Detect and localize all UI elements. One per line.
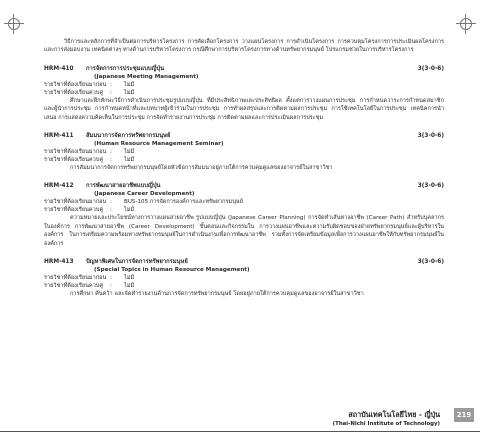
course-title-th: การจัดการการประชุมแบบญี่ปุ่น bbox=[86, 65, 165, 72]
course-code: HRM-411 bbox=[44, 133, 74, 140]
colon: : bbox=[110, 81, 112, 88]
course-credits: 3(3-0-6) bbox=[417, 65, 444, 72]
prerequisite-label: รายวิชาที่ต้องเรียนมาก่อน bbox=[44, 149, 107, 156]
prerequisite-value: BUS-105 การจัดการองค์การและทรัพยากรมนุษย์ bbox=[124, 199, 243, 206]
course-block bbox=[44, 182, 444, 248]
corequisite-label: รายวิชาที่ต้องเรียนควบคู่ bbox=[44, 283, 104, 290]
course-title-th: การพัฒนาสายอาชีพแบบญี่ปุ่น bbox=[86, 183, 161, 190]
course-title-th: ปัญหาพิเศษในการจัดการทรัพยากรมนุษย์ bbox=[86, 259, 188, 266]
corequisite-value: ไม่มี bbox=[124, 207, 135, 214]
prerequisite-value: ไม่มี bbox=[124, 275, 135, 282]
course-block bbox=[44, 258, 444, 298]
course-credits: 3(3-0-6) bbox=[417, 259, 444, 266]
course-description: ศึกษาและฝึกทักษะวิธีการดำเนินการประชุมรูปแบบญี่ปุ่น ที่มีประสิทธิภาพและประสิทธิผล ตั้งแต่การวางแผนการประชุม การกำหนดวาระการกำหนดสมาชิกและผู้นำการประชุม การกำหนดหน้าที่และบทบาทผู้เข้าร่วมในการประชุม การทำผลสรุปและการติดตามผลการประชุม การใช้เทคโนโลยีในการประชุม เทคนิคการนำเสนอ การแสดงความคิดเห็นในการประชุม การจัดทำรายงานการประชุม การติดตามผลและการประเมินผลการประชุม bbox=[44, 97, 444, 121]
course-code: HRM-412 bbox=[44, 183, 74, 190]
institute-name-en: (Thai-Nichi Institute of Technology) bbox=[332, 421, 440, 427]
course-heading bbox=[44, 132, 444, 140]
course-title-en: (Japanese Career Development) bbox=[94, 191, 195, 198]
prerequisite-row bbox=[44, 148, 444, 156]
course-description: การศึกษา ค้นคว้า และจัดทำรายงานด้านการจัดการทรัพยากรมนุษย์ โดยอยู่ภายใต้การควบคุมดูแลของอาจารย์ในสาขาวิชา bbox=[70, 291, 364, 298]
corequisite-value: ไม่มี bbox=[124, 89, 135, 96]
prerequisite-label: รายวิชาที่ต้องเรียนมาก่อน bbox=[44, 81, 107, 88]
course-credits: 3(3-0-6) bbox=[417, 183, 444, 190]
course-title-en: (Special Topics in Human Resource Management) bbox=[94, 267, 250, 274]
colon: : bbox=[110, 275, 112, 282]
page-number: 219 bbox=[454, 408, 474, 422]
colon: : bbox=[110, 89, 112, 96]
course-code: HRM-413 bbox=[44, 259, 74, 266]
institute-name bbox=[333, 410, 440, 427]
prerequisite-label: รายวิชาที่ต้องเรียนมาก่อน bbox=[44, 275, 107, 282]
institute-name-th: สถาบันเทคโนโลยีไทย - ญี่ปุ่น bbox=[348, 410, 440, 419]
course-heading bbox=[44, 65, 444, 73]
course-title-en: (Japanese Meeting Management) bbox=[94, 73, 199, 80]
footer-divider bbox=[0, 431, 480, 432]
colon: : bbox=[110, 157, 112, 164]
colon: : bbox=[110, 199, 112, 206]
corequisite-row bbox=[44, 156, 444, 164]
course-credits: 3(3-0-6) bbox=[417, 133, 444, 140]
corequisite-row bbox=[44, 89, 444, 97]
prerequisite-value: ไม่มี bbox=[124, 81, 135, 88]
corequisite-row bbox=[44, 206, 444, 214]
corequisite-row bbox=[44, 282, 444, 290]
prerequisite-value: ไม่มี bbox=[124, 149, 135, 156]
course-title-th: สัมมนาการจัดการทรัพยากรมนุษย์ bbox=[86, 133, 171, 140]
course-heading bbox=[44, 182, 444, 190]
course-description: การสัมมนาการจัดการทรัพยากรมนุษย์โดยหัวข้อการสัมมนาอยู่ภายใต้การควบคุมดูแลของอาจารย์ในสาขาวิชา bbox=[70, 165, 333, 172]
page-content bbox=[44, 38, 444, 298]
prerequisite-label: รายวิชาที่ต้องเรียนมาก่อน bbox=[44, 199, 107, 206]
course-code: HRM-410 bbox=[44, 65, 74, 72]
corequisite-value: ไม่มี bbox=[124, 157, 135, 164]
prerequisite-row bbox=[44, 198, 444, 206]
colon: : bbox=[110, 207, 112, 214]
corequisite-label: รายวิชาที่ต้องเรียนควบคู่ bbox=[44, 157, 104, 164]
prerequisite-row bbox=[44, 274, 444, 282]
corequisite-value: ไม่มี bbox=[124, 283, 135, 290]
course-title-en: (Human Resource Management Seminar) bbox=[94, 141, 224, 148]
course-block bbox=[44, 132, 444, 172]
prerequisite-row bbox=[44, 81, 444, 89]
colon: : bbox=[110, 149, 112, 156]
corequisite-label: รายวิชาที่ต้องเรียนควบคู่ bbox=[44, 207, 104, 214]
intro-paragraph: วิธีการและหลักการที่จำเป็นต่อการบริหารโครงการ การคัดเลือกโครงการ วางแผนโครงการ การดำเนินโครงการ การควบคุมโครงการการประเมินผลโครงการ และการส่งมอบงาน เทคนิคต่างๆ ทางด้านการบริหารโครงการ กรณีศึกษาการบริหารโครงการทางด้านทรัพยากรมนุษย์ โปรแกรมช่วยในการบริหารโครงการ bbox=[44, 39, 444, 54]
course-description: ความหมายและประโยชน์ทางการวางแผนสายอาชีพ รูปแบบญี่ปุ่น (Japanese Career Planning) การจัดทำเส้นทางอาชีพ (Career Path) สำหรับบุคลากรในองค์การ การพัฒนาสายอาชีพ (Career Development) ขั้นตอนและกิจกรรมใน การวางแผนอาชีพและความรับผิดชอบของฝ่ายทรัพยากรมนุษย์และผู้บริหารในองค์การ ในการเตรียมความพร้อมทางทรัพยากรมนุษย์ในการดำเนินงานเพื่อการพัฒนาอาชีพ รวมทั้งการจัดเตรียมข้อมูลเพื่อการวางแผนอาชีพให้กับทรัพยากรมนุษย์ในองค์การ bbox=[44, 215, 444, 247]
course-heading bbox=[44, 258, 444, 266]
corequisite-label: รายวิชาที่ต้องเรียนควบคู่ bbox=[44, 89, 104, 96]
course-block bbox=[44, 65, 444, 122]
colon: : bbox=[110, 283, 112, 290]
